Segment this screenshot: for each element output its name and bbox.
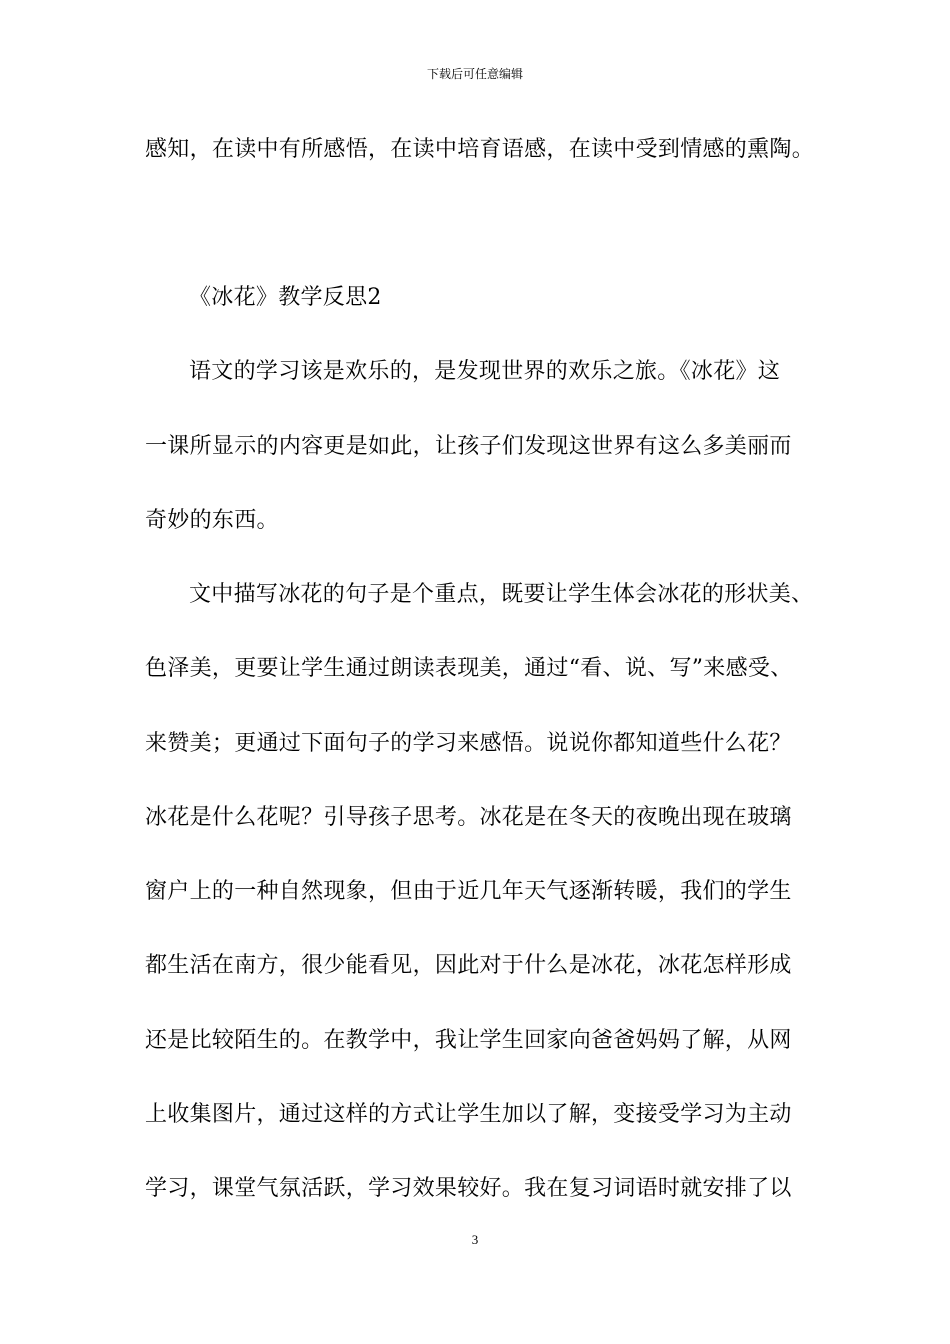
paragraph-line: 上收集图片，通过这样的方式让学生加以了解，变接受学习为主动: [145, 1102, 792, 1127]
paragraph-line: 感知，在读中有所感悟，在读中培育语感，在读中受到情感的熏陶。: [145, 137, 815, 162]
paragraph-line: 一课所显示的内容更是如此，让孩子们发现这世界有这么多美丽而: [145, 434, 792, 459]
paragraph-line: 色泽美，更要让学生通过朗读表现美，通过“看、说、写”来感受、: [145, 656, 793, 681]
paragraph-line: 学习，课堂气氛活跃，学习效果较好。我在复习词语时就安排了以: [145, 1176, 792, 1201]
paragraph-line: 都生活在南方，很少能看见，因此对于什么是冰花，冰花怎样形成: [145, 953, 792, 978]
paragraph-line: 冰花是什么花呢？引导孩子思考。冰花是在冬天的夜晚出现在玻璃: [145, 805, 792, 830]
section-title: 《冰花》教学反思2: [189, 285, 382, 310]
paragraph-line: 还是比较陌生的。在教学中，我让学生回家向爸爸妈妈了解，从网: [145, 1028, 792, 1053]
paragraph-line: 窗户上的一种自然现象，但由于近几年天气逐渐转暖，我们的学生: [145, 879, 792, 904]
paragraph-line: 语文的学习该是欢乐的，是发现世界的欢乐之旅。《冰花》这: [189, 359, 781, 384]
page-header-note: 下载后可任意编辑: [426, 67, 523, 81]
paragraph-line: 文中描写冰花的句子是个重点，既要让学生体会冰花的形状美、: [189, 582, 814, 607]
paragraph-line: 来赞美；更通过下面句子的学习来感悟。说说你都知道些什么花？: [145, 731, 792, 756]
paragraph-line: 奇妙的东西。: [145, 508, 279, 533]
page-number: 3: [471, 1232, 479, 1247]
